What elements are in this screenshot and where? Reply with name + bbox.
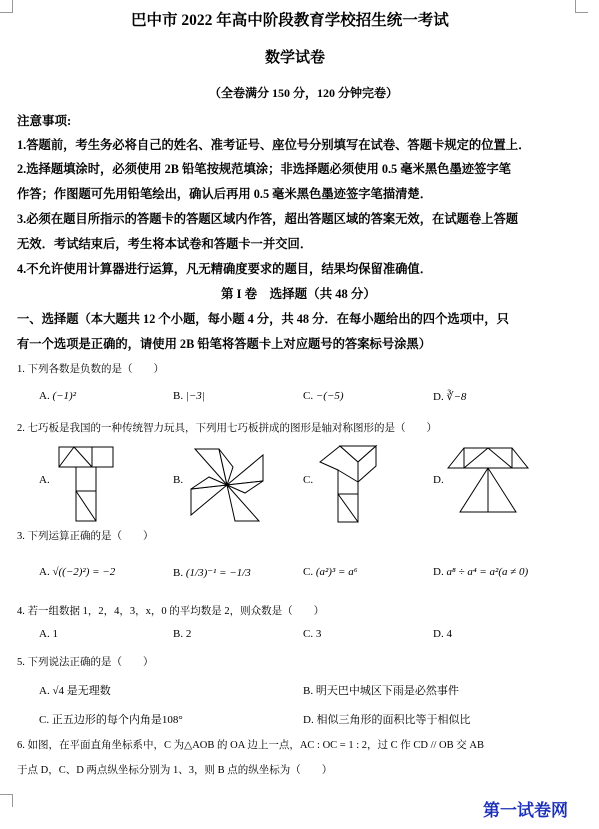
q4-option-a: A. 1 (39, 628, 58, 640)
exam-subject: 数学试卷 (265, 50, 326, 66)
q2-option-b-label: B. (173, 474, 184, 486)
tangram-figure-c (318, 444, 378, 524)
notice-line-2: 2.选择题填涂时，必须使用 2B 铅笔按规范填涂；非选择题必须使用 0.5 毫米黑色墨迹签字笔 (17, 162, 511, 176)
notice-line-4: 3.必须在题目所指示的答题卡的答题区域内作答，超出答题区域的答案无效，在试题卷上答题 (17, 212, 519, 226)
q3-stem: 3. 下列运算正确的是（ ） (17, 531, 154, 542)
crop-mark-top-left (0, 0, 13, 13)
q6-line-1: 6. 如图，在平面直角坐标系中，C 为△AOB 的 OA 边上一点，AC : OC = 1 : 2，过 C 作 CD // OB 交 AB (17, 740, 484, 751)
q5-option-a: A. √4 是无理数 (39, 685, 111, 697)
notice-line-5: 无效．考试结束后，考生将本试卷和答题卡一并交回． (17, 237, 313, 251)
notice-line-3: 作答；作图题可先用铅笔绘出，确认后再用 0.5 毫米黑色墨迹签字笔描清楚． (17, 187, 433, 201)
q3-option-a: A. √((−2)²) = −2 (39, 566, 116, 578)
q4-option-b: B. 2 (173, 628, 192, 640)
q4-option-d: D. 4 (433, 628, 452, 640)
watermark-logo: 第一试卷网 (483, 801, 568, 820)
notice-line-6: 4.不允许使用计算器进行运算，凡无精确度要求的题目，结果均保留准确值． (17, 262, 433, 276)
q5-option-d: D. 相似三角形的面积比等于相似比 (303, 714, 471, 726)
crop-mark-bottom-left (0, 794, 13, 807)
tangram-figure-d (446, 446, 530, 516)
q1-stem: 1. 下列各数是负数的是（ ） (17, 364, 164, 375)
q5-option-c: C. 正五边形的每个内角是108° (39, 714, 183, 726)
q1-option-d: D. ∛−8 (433, 391, 467, 403)
tangram-figure-a (57, 445, 117, 523)
q3-option-b: B. (1/3)⁻¹ = −1/3 (173, 567, 251, 579)
notice-heading: 注意事项: (17, 114, 72, 128)
q2-option-a-label: A. (39, 474, 50, 486)
q4-option-c: C. 3 (303, 628, 322, 640)
q5-option-b: B. 明天巴中城区下雨是必然事件 (303, 685, 459, 697)
q3-option-c: C. (a²)³ = a⁶ (303, 566, 358, 578)
crop-mark-top-right (575, 0, 588, 13)
notice-line-1: 1.答题前，考生务必将自己的姓名、准考证号、座位号分别填写在试卷、答题卡规定的位置上． (17, 138, 531, 152)
section-title: 第 I 卷 选择题（共 48 分） (221, 287, 376, 301)
part-intro-line-1: 一、选择题（本大题共 12 个小题，每小题 4 分，共 48 分．在每小题给出的四个选项中，只 (17, 312, 509, 326)
q2-option-d-label: D. (433, 474, 444, 486)
q4-stem: 4. 若一组数据 1，2，4，3，x，0 的平均数是 2，则众数是（ ） (17, 606, 325, 617)
q6-line-2: 于点 D，C、D 两点纵坐标分别为 1、3，则 B 点的纵坐标为（ ） (17, 765, 333, 776)
exam-title: 巴中市 2022 年高中阶段教育学校招生统一考试 (131, 12, 449, 29)
q1-option-b: B. |−3| (173, 390, 205, 402)
part-intro-line-2: 有一个选项是正确的，请使用 2B 铅笔将答题卡上对应题号的答案标号涂黑） (17, 337, 432, 351)
q2-stem: 2. 七巧板是我国的一种传统智力玩具，下列用七巧板拼成的图形是轴对称图形的是（ ） (17, 423, 437, 434)
tangram-figure-b (187, 445, 267, 523)
q3-option-d: D. a⁸ ÷ a⁴ = a²(a ≠ 0) (433, 566, 529, 578)
score-note: （全卷满分 150 分，120 分钟完卷） (209, 86, 399, 100)
q1-option-a: A. (−1)² (39, 390, 76, 402)
q2-option-c-label: C. (303, 474, 314, 486)
q5-stem: 5. 下列说法正确的是（ ） (17, 657, 154, 668)
q1-option-c: C. −(−5) (303, 390, 344, 402)
